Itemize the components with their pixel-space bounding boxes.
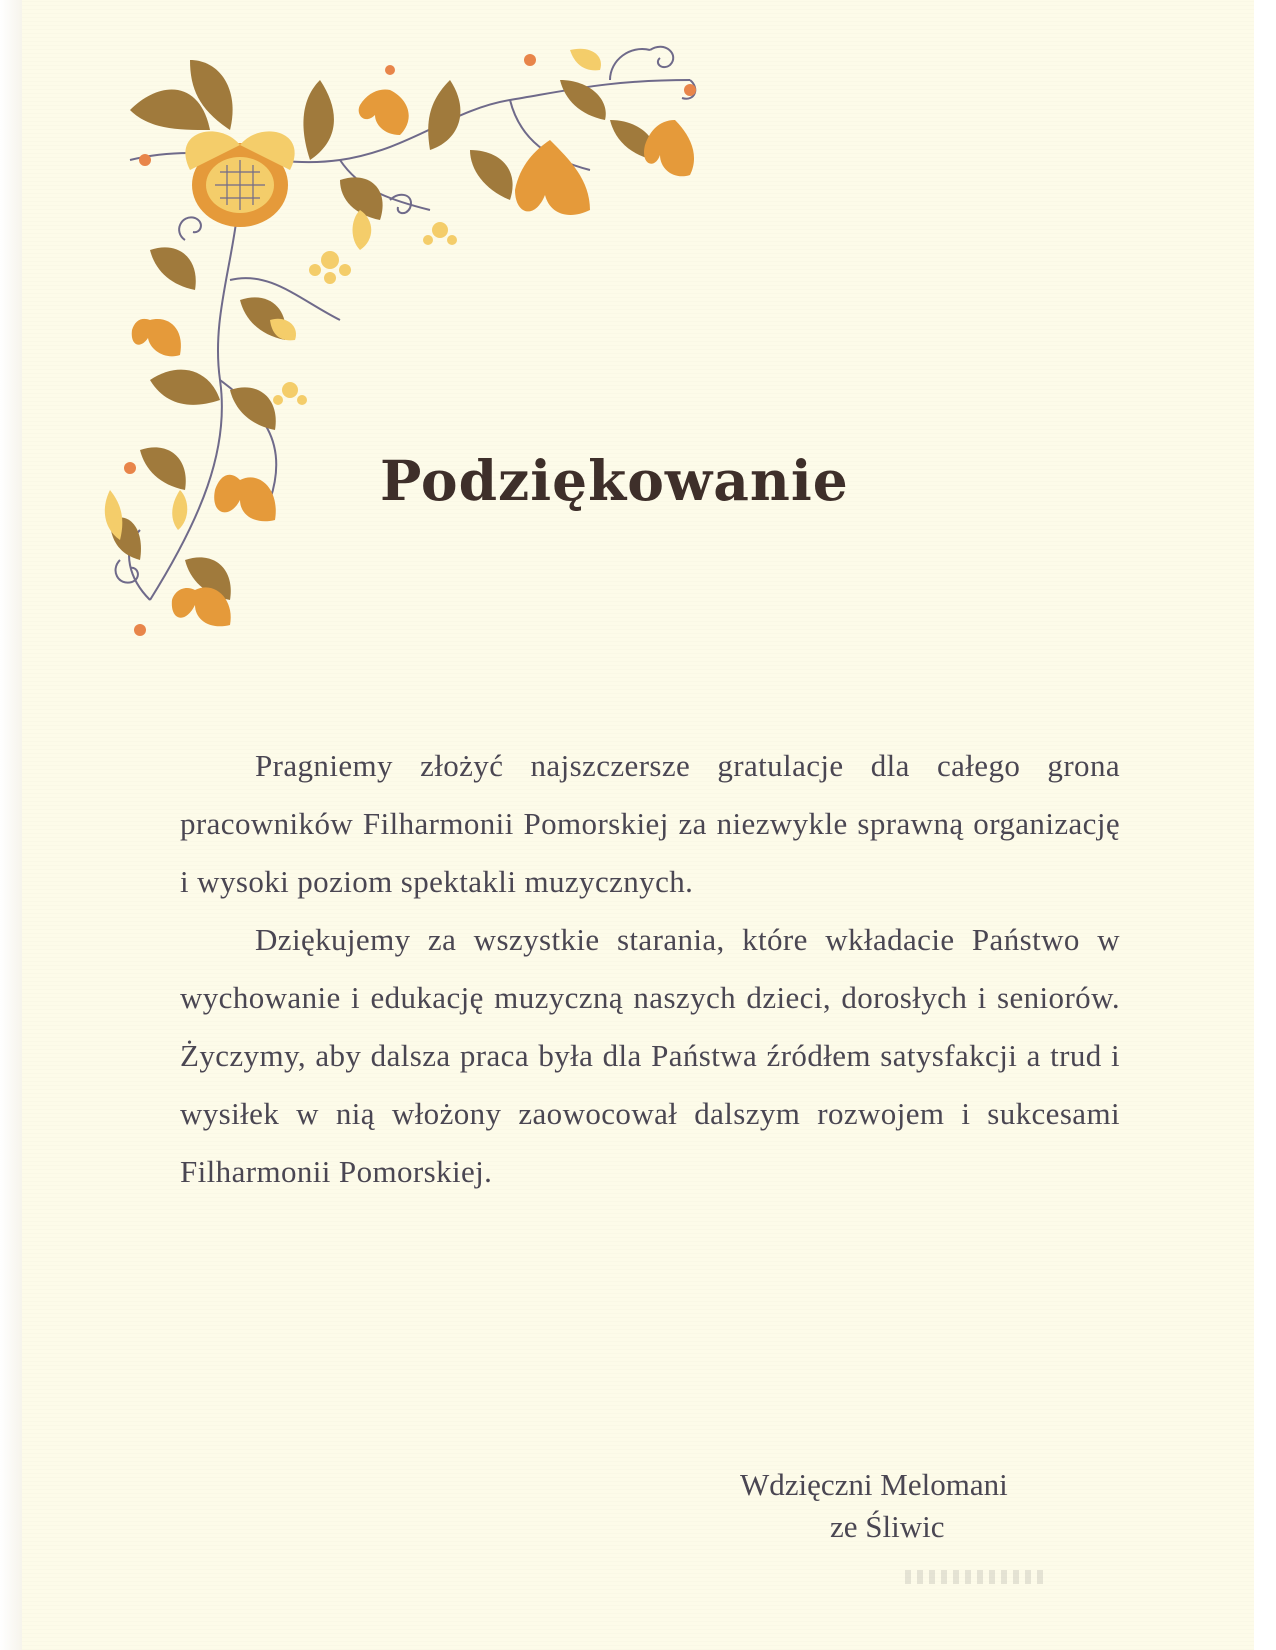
floral-corner-ornament-icon xyxy=(90,20,750,680)
signature-line-1: Wdzięczni Melomani xyxy=(740,1467,1008,1502)
scan-left-margin xyxy=(0,0,22,1650)
paragraph-2: Dziękujemy za wszystkie starania, które wkładacie Państwo w wychowanie i edukację muzyczną naszych dzieci, dorosłych i seniorów. Życzymy, aby dalsza praca była dla Państwa źródłem satysfakcji a trud i wysiłek w nią włożony zaowocował dalszym rozwojem i sukcesami Filharmonii Pomorskiej. xyxy=(180,922,1120,1189)
document-title: Podziękowanie xyxy=(380,448,849,513)
pomegranate-flower xyxy=(185,131,294,227)
faint-stamp-mark xyxy=(905,1570,1045,1584)
letter-body xyxy=(180,737,1120,1201)
paragraph-1: Pragniemy złożyć najszczersze gratulacje dla całego grona pracowników Filharmonii Pomorskiej za niezwykle sprawną organizację i wysoki poziom spektakli muzycznych. xyxy=(180,748,1120,899)
scan-right-margin xyxy=(1254,0,1276,1650)
signature-block xyxy=(700,1464,1100,1548)
signature-line-2: ze Śliwic xyxy=(830,1509,945,1544)
